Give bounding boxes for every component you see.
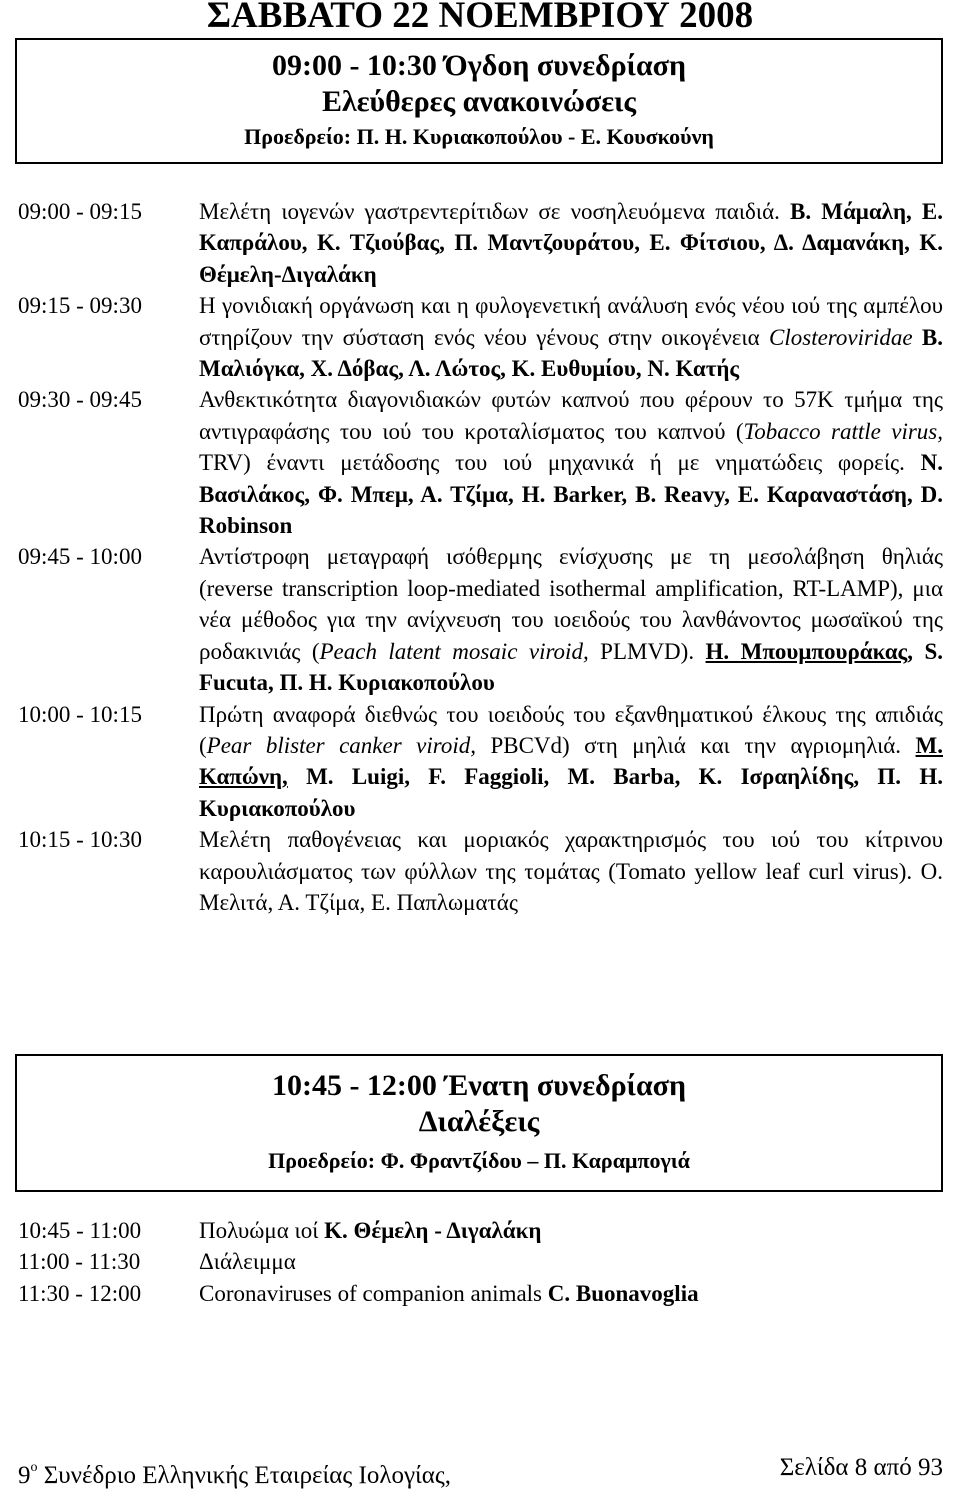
talk-description <box>199 1215 943 1246</box>
talk-title: Διάλειμμα <box>199 1249 296 1275</box>
talk-presenter: Η. Μπουμπουράκας <box>705 638 908 664</box>
talk-authors: Κ. Θέμελη - Διγαλάκη <box>324 1218 542 1243</box>
talk-time: 09:15 - 09:30 <box>18 293 142 319</box>
talk-time: 09:00 - 09:15 <box>18 199 142 224</box>
talk-description <box>199 196 943 290</box>
talk-title-end: PLMVD). <box>588 638 695 664</box>
talk-description: Μελέτη παθογένειας και μοριακός χαρακτηρισμός του ιού του κίτρινου καρουλιάσματος των φύλλων της τομάτας (Tomato yellow leaf curl virus). Ο. Μελιτά, Α. Τζίμα, Ε. Παπλωματάς <box>199 827 943 915</box>
talk-entry <box>18 541 943 698</box>
talk-description <box>199 541 943 698</box>
footer-number: 9 <box>18 1462 31 1489</box>
page-footer <box>18 1451 943 1493</box>
session-9-time-title: 10:45 - 12:00 Ένατη συνεδρίαση <box>271 1069 687 1102</box>
talk-title: Ανθεκτικότητα διαγονιδιακών φυτών καπνού που φέρουν το 57K τμήμα της αντιγραφάσης του ιού του κροταλίσματος του καπνού ( <box>199 387 943 444</box>
session-9-subtitle: Διαλέξεις <box>418 1105 540 1138</box>
talk-authors: Ν. Βασιλάκος, Φ. Μπεμ, Α. Τζίμα, Η. Barker, Β. Reavy, Ε. Καραναστάση, D. Robinson <box>199 450 943 539</box>
talk-title: Αντίστροφη μεταγραφή ισόθερμης ενίσχυσης με τη μεσολάβηση θηλιάς (reverse transcription loop-mediated isothermal amplification, RT-LAMP), μια νέα μέθοδος για την ανίχνευση του ιοειδούς του λανθάνοντος μωσαϊκού της ροδακινιάς ( <box>199 544 943 664</box>
talk-entry <box>18 1278 943 1309</box>
talk-title-italic: Closteroviridae <box>769 324 913 350</box>
session-8-header <box>15 38 943 164</box>
talk-time: 10:45 - 11:00 <box>18 1218 142 1243</box>
talk-title-end: PBCVd) στη μηλιά και την αγριομηλιά. <box>475 732 902 758</box>
session-8-subtitle: Ελεύθερες ανακοινώσεις <box>321 85 637 118</box>
talk-time: 10:15 - 10:30 <box>18 827 142 853</box>
session-8-time-title: 09:00 - 10:30 Όγδοη συνεδρίαση <box>271 49 687 82</box>
day-title: ΣΑΒΒΑΤΟ 22 ΝΟΕΜΒΡΙΟΥ 2008 <box>206 0 754 36</box>
talk-title: Πρώτη αναφορά διεθνώς του ιοειδούς του εξανθηματικού έλκους της απιδιάς ( <box>199 701 943 758</box>
talk-title: Μελέτη ιογενών γαστρεντερίτιδων σε νοσηλευόμενα παιδιά. <box>199 199 780 224</box>
footer-ordinal: ο <box>30 1460 38 1475</box>
session-9-header <box>15 1054 943 1192</box>
talk-entry <box>18 196 943 290</box>
talk-authors: Β. Μάμαλη, Ε. Καπράλου, Κ. Τζιούβας, Π. Μαντζουράτου, Ε. Φίτσιου, Δ. Δαμανάκη, Κ. Θέμελη-Διγαλάκη <box>199 199 944 287</box>
talk-time: 10:00 - 10:15 <box>18 701 142 727</box>
talk-description <box>199 290 943 384</box>
talk-title-italic: Pear blister canker viroid, <box>206 732 476 758</box>
talk-time: 11:00 - 11:30 <box>18 1249 141 1275</box>
talk-entry <box>18 290 943 384</box>
talk-authors: M. Luigi, F. Faggioli, M. Barba, Κ. Ισραηλίδης, Π. Η. Κυριακοπούλου <box>199 764 943 821</box>
talk-description <box>199 1246 943 1277</box>
talk-entry <box>18 699 943 825</box>
talk-description <box>199 1278 943 1309</box>
talk-time: 09:30 - 09:45 <box>18 387 142 413</box>
talk-title: Πολυώμα ιοί <box>199 1218 325 1243</box>
talk-title-italic: Tobacco rattle virus, <box>743 418 943 444</box>
session-9-chairs: Προεδρείο: Φ. Φραντζίδου – Π. Καραμπογιά <box>268 1148 690 1173</box>
session-8-chairs: Προεδρείο: Π. Η. Κυριακοπούλου - Ε. Κουσκούνη <box>244 124 714 149</box>
talk-title: Coronaviruses of companion animals <box>199 1280 548 1306</box>
talk-entry <box>18 384 943 541</box>
session-8-schedule <box>18 196 943 918</box>
talk-title-end: TRV) έναντι μετάδοσης του ιού μηχανικά ή με νηματώδεις φορείς. <box>199 450 905 476</box>
talk-time: 11:30 - 12:00 <box>18 1280 142 1306</box>
talk-presenter: Μ. Καπώνη, <box>199 732 943 790</box>
talk-entry <box>18 1215 943 1246</box>
talk-authors: , S. Fucuta, Π. Η. Κυριακοπούλου <box>199 638 943 696</box>
talk-authors: Β. Μαλιόγκα, Χ. Δόβας, Λ. Λώτος, Κ. Ευθυμίου, Ν. Κατής <box>199 324 943 382</box>
footer-conference <box>18 1451 451 1493</box>
page-number: Σελίδα 8 από 93 <box>779 1454 943 1481</box>
session-9-schedule <box>18 1215 943 1309</box>
talk-description <box>199 699 943 825</box>
talk-entry <box>18 1246 943 1277</box>
talk-authors: C. Buonavoglia <box>547 1280 699 1306</box>
footer-conference-name: Συνέδριο Ελληνικής Εταιρείας Ιολογίας, <box>37 1462 451 1489</box>
talk-description <box>199 384 943 541</box>
talk-title-italic: Peach latent mosaic viroid, <box>319 638 589 664</box>
talk-entry <box>18 824 943 918</box>
talk-title: Η γονιδιακή οργάνωση και η φυλογενετική ανάλυση ενός νέου ιού της αμπέλου στηρίζουν την σύσταση ενός νέου γένους στην οικογένεια <box>199 293 943 350</box>
talk-time: 09:45 - 10:00 <box>18 544 142 570</box>
